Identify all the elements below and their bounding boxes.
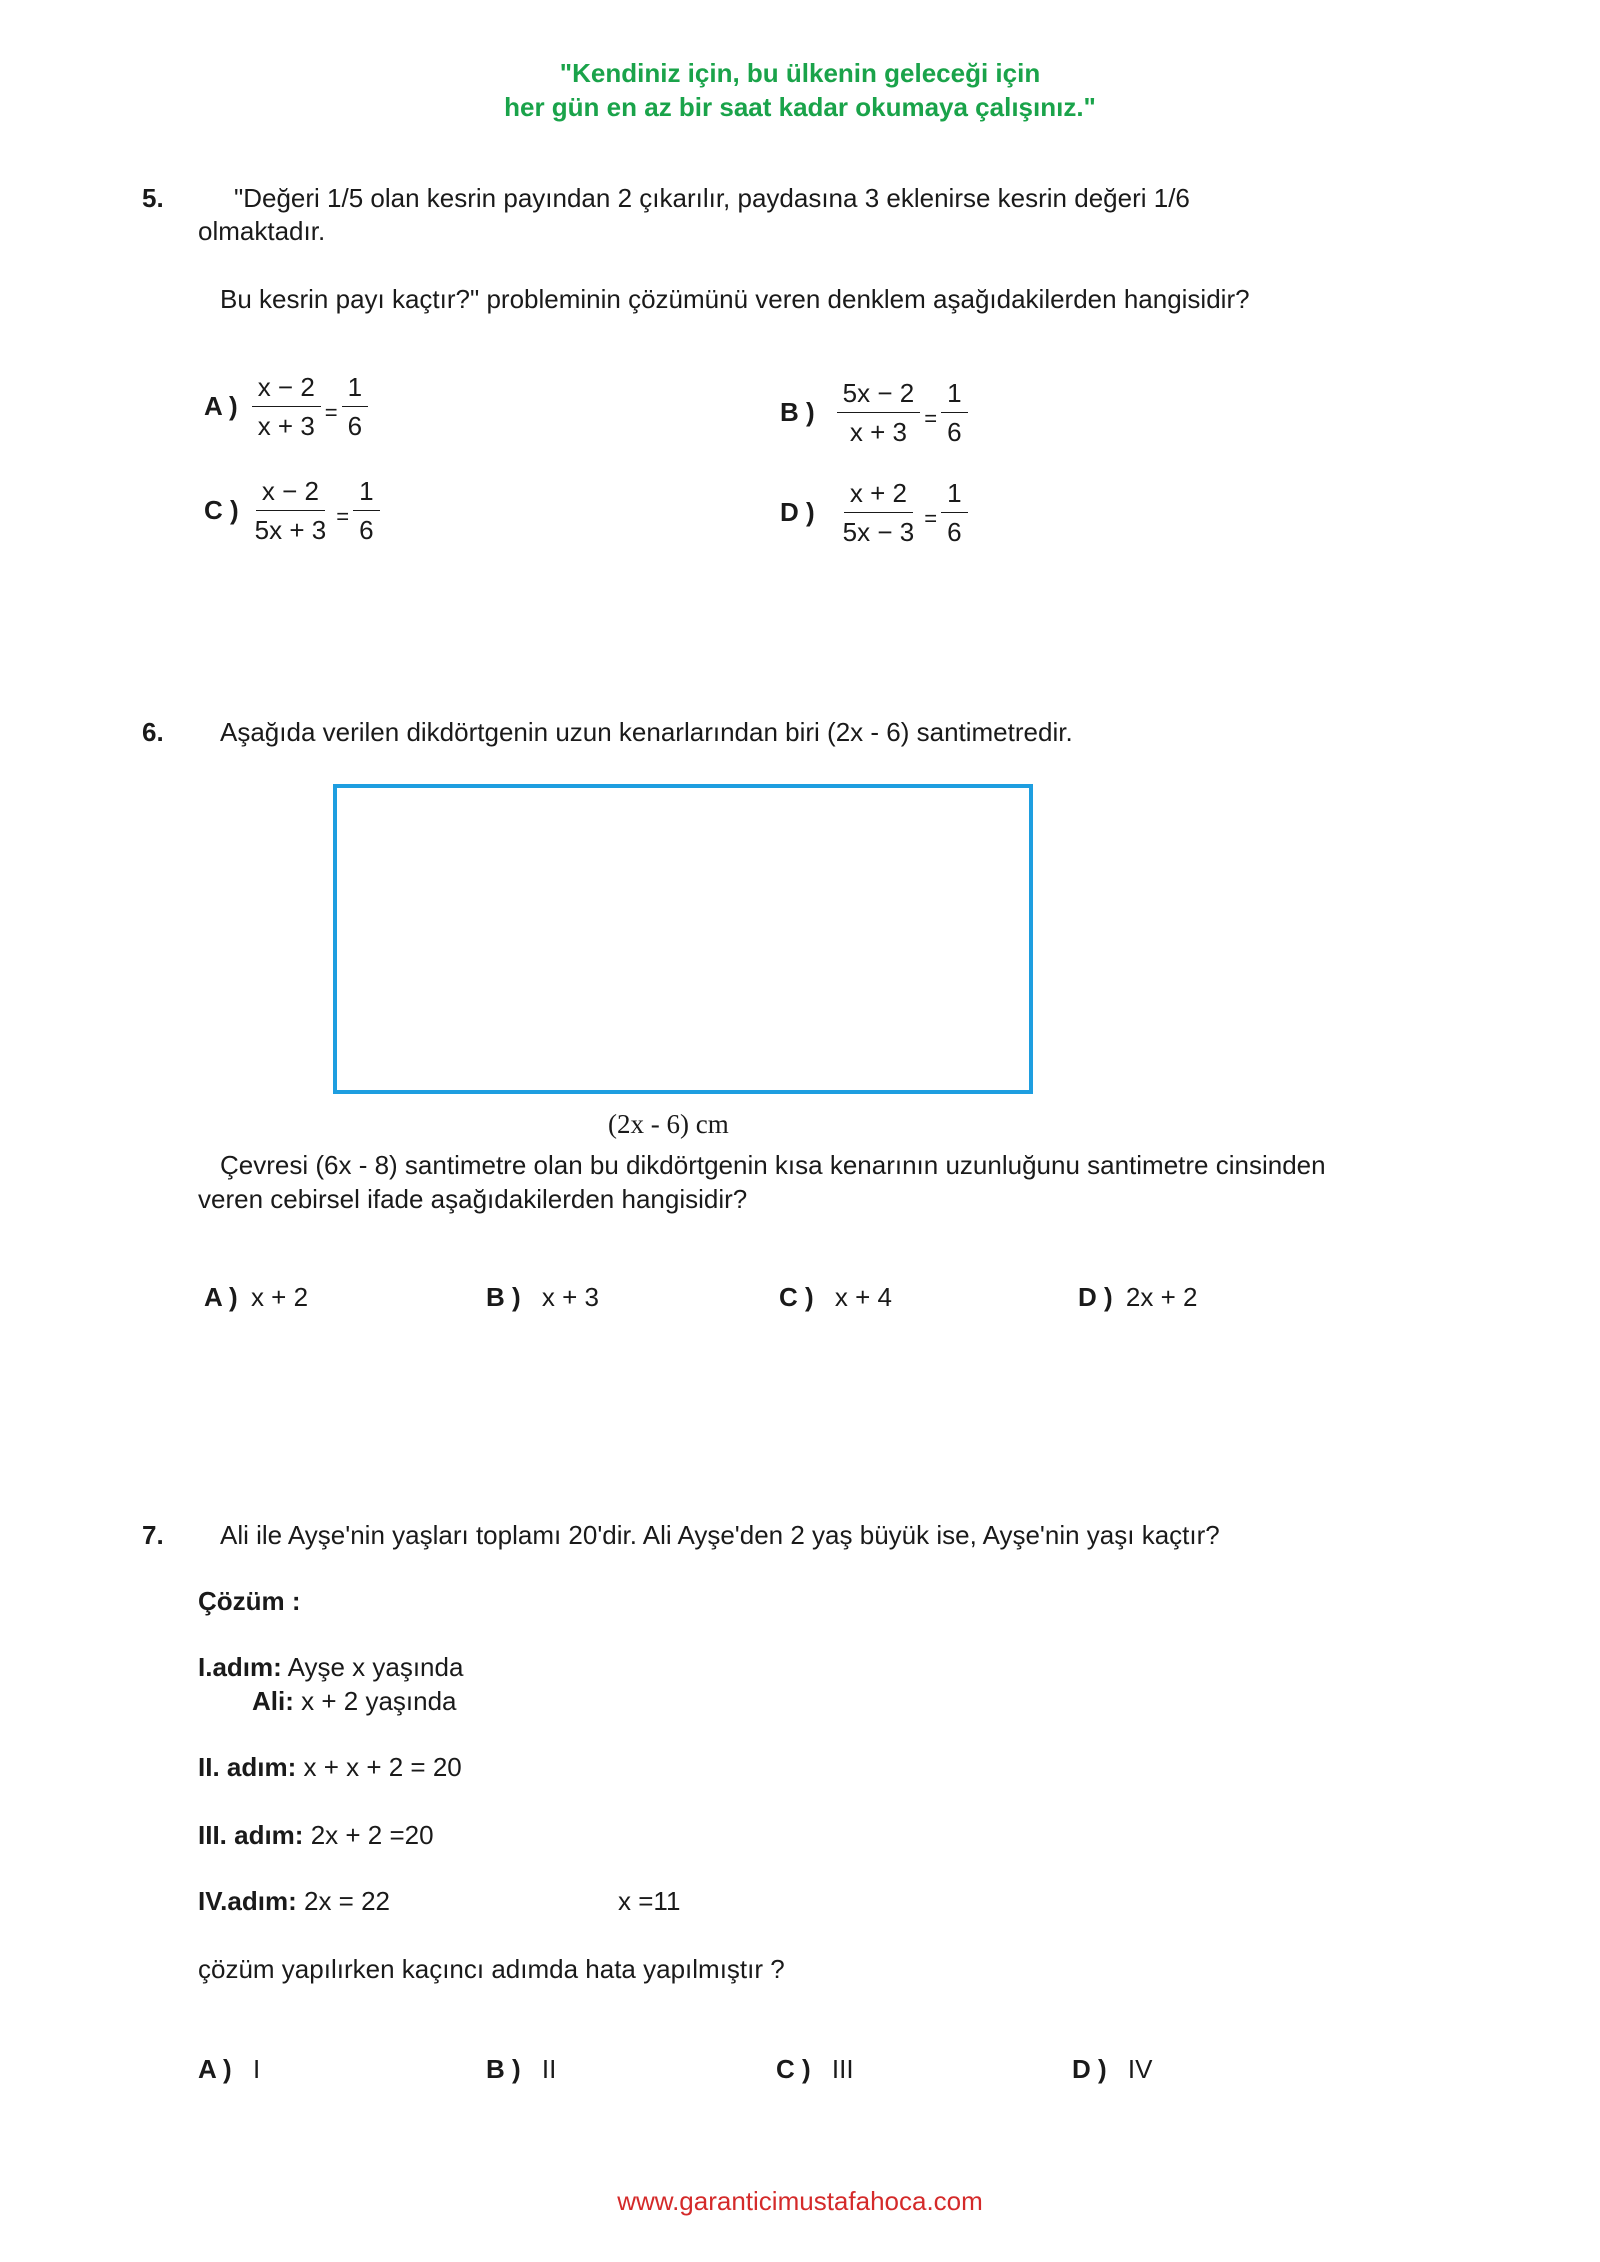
- q5-option-a-right-fraction: [342, 370, 368, 443]
- q6-option-b-value: x + 3: [541, 1282, 599, 1312]
- fraction-numerator: 1: [941, 376, 967, 413]
- question-6-text-line1: Aşağıda verilen dikdörtgenin uzun kenarlarından biri (2x - 6) santimetredir.: [220, 717, 1073, 747]
- q6-option-b[interactable]: [486, 1282, 599, 1313]
- q6-option-c-letter: C ): [779, 1282, 814, 1312]
- q5-option-d-letter: D ): [780, 497, 815, 527]
- equals-sign: =: [336, 503, 350, 529]
- rectangle-figure: [333, 784, 1033, 1094]
- fraction-numerator: x + 2: [844, 476, 913, 513]
- q7-option-d-letter: D ): [1072, 2054, 1107, 2084]
- q5-option-b[interactable]: [780, 376, 968, 449]
- step-label: III. adım:: [198, 1820, 304, 1850]
- fraction-denominator: 5x − 3: [842, 517, 915, 547]
- question-7-text: Ali ile Ayşe'nin yaşları toplamı 20'dir. Ali Ayşe'den 2 yaş büyük ise, Ayşe'nin yaşı kaçtır?: [220, 1520, 1220, 1550]
- solution-step-3: [198, 1820, 434, 1851]
- q6-option-d-value: 2x + 2: [1125, 1282, 1198, 1312]
- q6-option-c-value: x + 4: [834, 1282, 892, 1312]
- question-6-text-line2: Çevresi (6x - 8) santimetre olan bu dikdörtgenin kısa kenarının uzunluğunu santimetre cinsinden: [220, 1150, 1326, 1180]
- equals-sign: =: [924, 505, 938, 531]
- question-5-text-line3: Bu kesrin payı kaçtır?" probleminin çözümünü veren denklem aşağıdakilerden hangisidir?: [220, 284, 1250, 314]
- q5-option-b-letter: B ): [780, 397, 815, 427]
- q6-option-a-letter: A ): [204, 1282, 238, 1312]
- fraction-denominator: 5x + 3: [254, 515, 327, 545]
- step-label: I.adım:: [198, 1652, 282, 1682]
- q7-option-c-value: III: [831, 2054, 854, 2084]
- solution-step-4-result: x =11: [618, 1886, 681, 1916]
- q5-option-a-letter: A ): [204, 391, 238, 421]
- q7-option-b[interactable]: [486, 2054, 556, 2085]
- question-7-number: 7.: [142, 1520, 164, 1550]
- fraction-denominator: 6: [947, 517, 962, 547]
- rectangle-side-label: (2x - 6) cm: [608, 1109, 729, 1139]
- solution-step-4: [198, 1886, 390, 1917]
- header-motto-line1: "Kendiniz için, bu ülkenin geleceği için: [559, 58, 1041, 88]
- q5-option-c[interactable]: [204, 474, 380, 547]
- question-7-prompt: çözüm yapılırken kaçıncı adımda hata yapılmıştır ?: [198, 1954, 785, 1984]
- step-value: Ayşe x yaşında: [287, 1652, 464, 1682]
- q5-option-c-letter: C ): [204, 495, 239, 525]
- q7-option-d[interactable]: [1072, 2054, 1152, 2085]
- fraction-denominator: x + 3: [849, 417, 907, 447]
- q7-option-a[interactable]: [198, 2054, 260, 2085]
- solution-step-1-ali: [252, 1686, 457, 1717]
- question-5-text-line2: olmaktadır.: [198, 216, 326, 246]
- fraction-numerator: 1: [342, 370, 368, 407]
- fraction-numerator: x − 2: [252, 370, 321, 407]
- q6-option-d[interactable]: [1078, 1282, 1197, 1313]
- q7-option-d-value: IV: [1127, 2054, 1153, 2084]
- q5-option-b-left-fraction: [837, 376, 921, 449]
- step-label: IV.adım:: [198, 1886, 297, 1916]
- step-label: II. adım:: [198, 1752, 297, 1782]
- fraction-denominator: 6: [347, 411, 363, 441]
- q6-option-b-letter: B ): [486, 1282, 521, 1312]
- solution-label: Çözüm :: [198, 1586, 301, 1616]
- question-5-text-line1: "Değeri 1/5 olan kesrin payından 2 çıkarılır, paydasına 3 eklenirse kesrin değeri 1/6: [234, 183, 1190, 213]
- q6-option-a[interactable]: [204, 1282, 308, 1313]
- header-motto-line2: her gün en az bir saat kadar okumaya çalışınız.": [504, 92, 1096, 122]
- fraction-numerator: 1: [353, 474, 379, 511]
- q7-option-c[interactable]: [776, 2054, 854, 2085]
- step-value: x + x + 2 = 20: [303, 1752, 462, 1782]
- q5-option-c-left-fraction: [249, 474, 333, 547]
- fraction-numerator: 5x − 2: [837, 376, 921, 413]
- question-6-text-line3: veren cebirsel ifade aşağıdakilerden hangisidir?: [198, 1184, 748, 1214]
- solution-step-1: [198, 1652, 463, 1683]
- step-value: 2x + 2 =20: [310, 1820, 434, 1850]
- q7-option-b-value: II: [541, 2054, 557, 2084]
- step-label: Ali:: [252, 1686, 294, 1716]
- footer-website-link[interactable]: www.garanticimustafahoca.com: [617, 2186, 983, 2216]
- question-6-number: 6.: [142, 717, 164, 747]
- q5-option-d[interactable]: [780, 476, 968, 549]
- q7-option-c-letter: C ): [776, 2054, 811, 2084]
- q5-option-a-left-fraction: [252, 370, 321, 443]
- fraction-denominator: 6: [947, 417, 962, 447]
- q5-option-a[interactable]: [204, 370, 368, 443]
- solution-step-2: [198, 1752, 462, 1783]
- equals-sign: =: [924, 405, 938, 431]
- fraction-denominator: x + 3: [257, 411, 315, 441]
- step-value: 2x = 22: [303, 1886, 390, 1916]
- question-5-number: 5.: [142, 183, 164, 213]
- q5-option-c-right-fraction: [353, 474, 379, 547]
- q6-option-c[interactable]: [779, 1282, 892, 1313]
- q5-option-d-right-fraction: [941, 476, 967, 549]
- equals-sign: =: [324, 399, 338, 425]
- q5-option-d-left-fraction: [837, 476, 921, 549]
- q6-option-d-letter: D ): [1078, 1282, 1113, 1312]
- q6-option-a-value: x + 2: [250, 1282, 309, 1312]
- q5-option-b-right-fraction: [941, 376, 967, 449]
- fraction-denominator: 6: [359, 515, 374, 545]
- fraction-numerator: 1: [941, 476, 967, 513]
- fraction-numerator: x − 2: [256, 474, 325, 511]
- q7-option-b-letter: B ): [486, 2054, 521, 2084]
- q7-option-a-value: I: [252, 2054, 261, 2084]
- q7-option-a-letter: A ): [198, 2054, 232, 2084]
- step-value: x + 2 yaşında: [301, 1686, 457, 1716]
